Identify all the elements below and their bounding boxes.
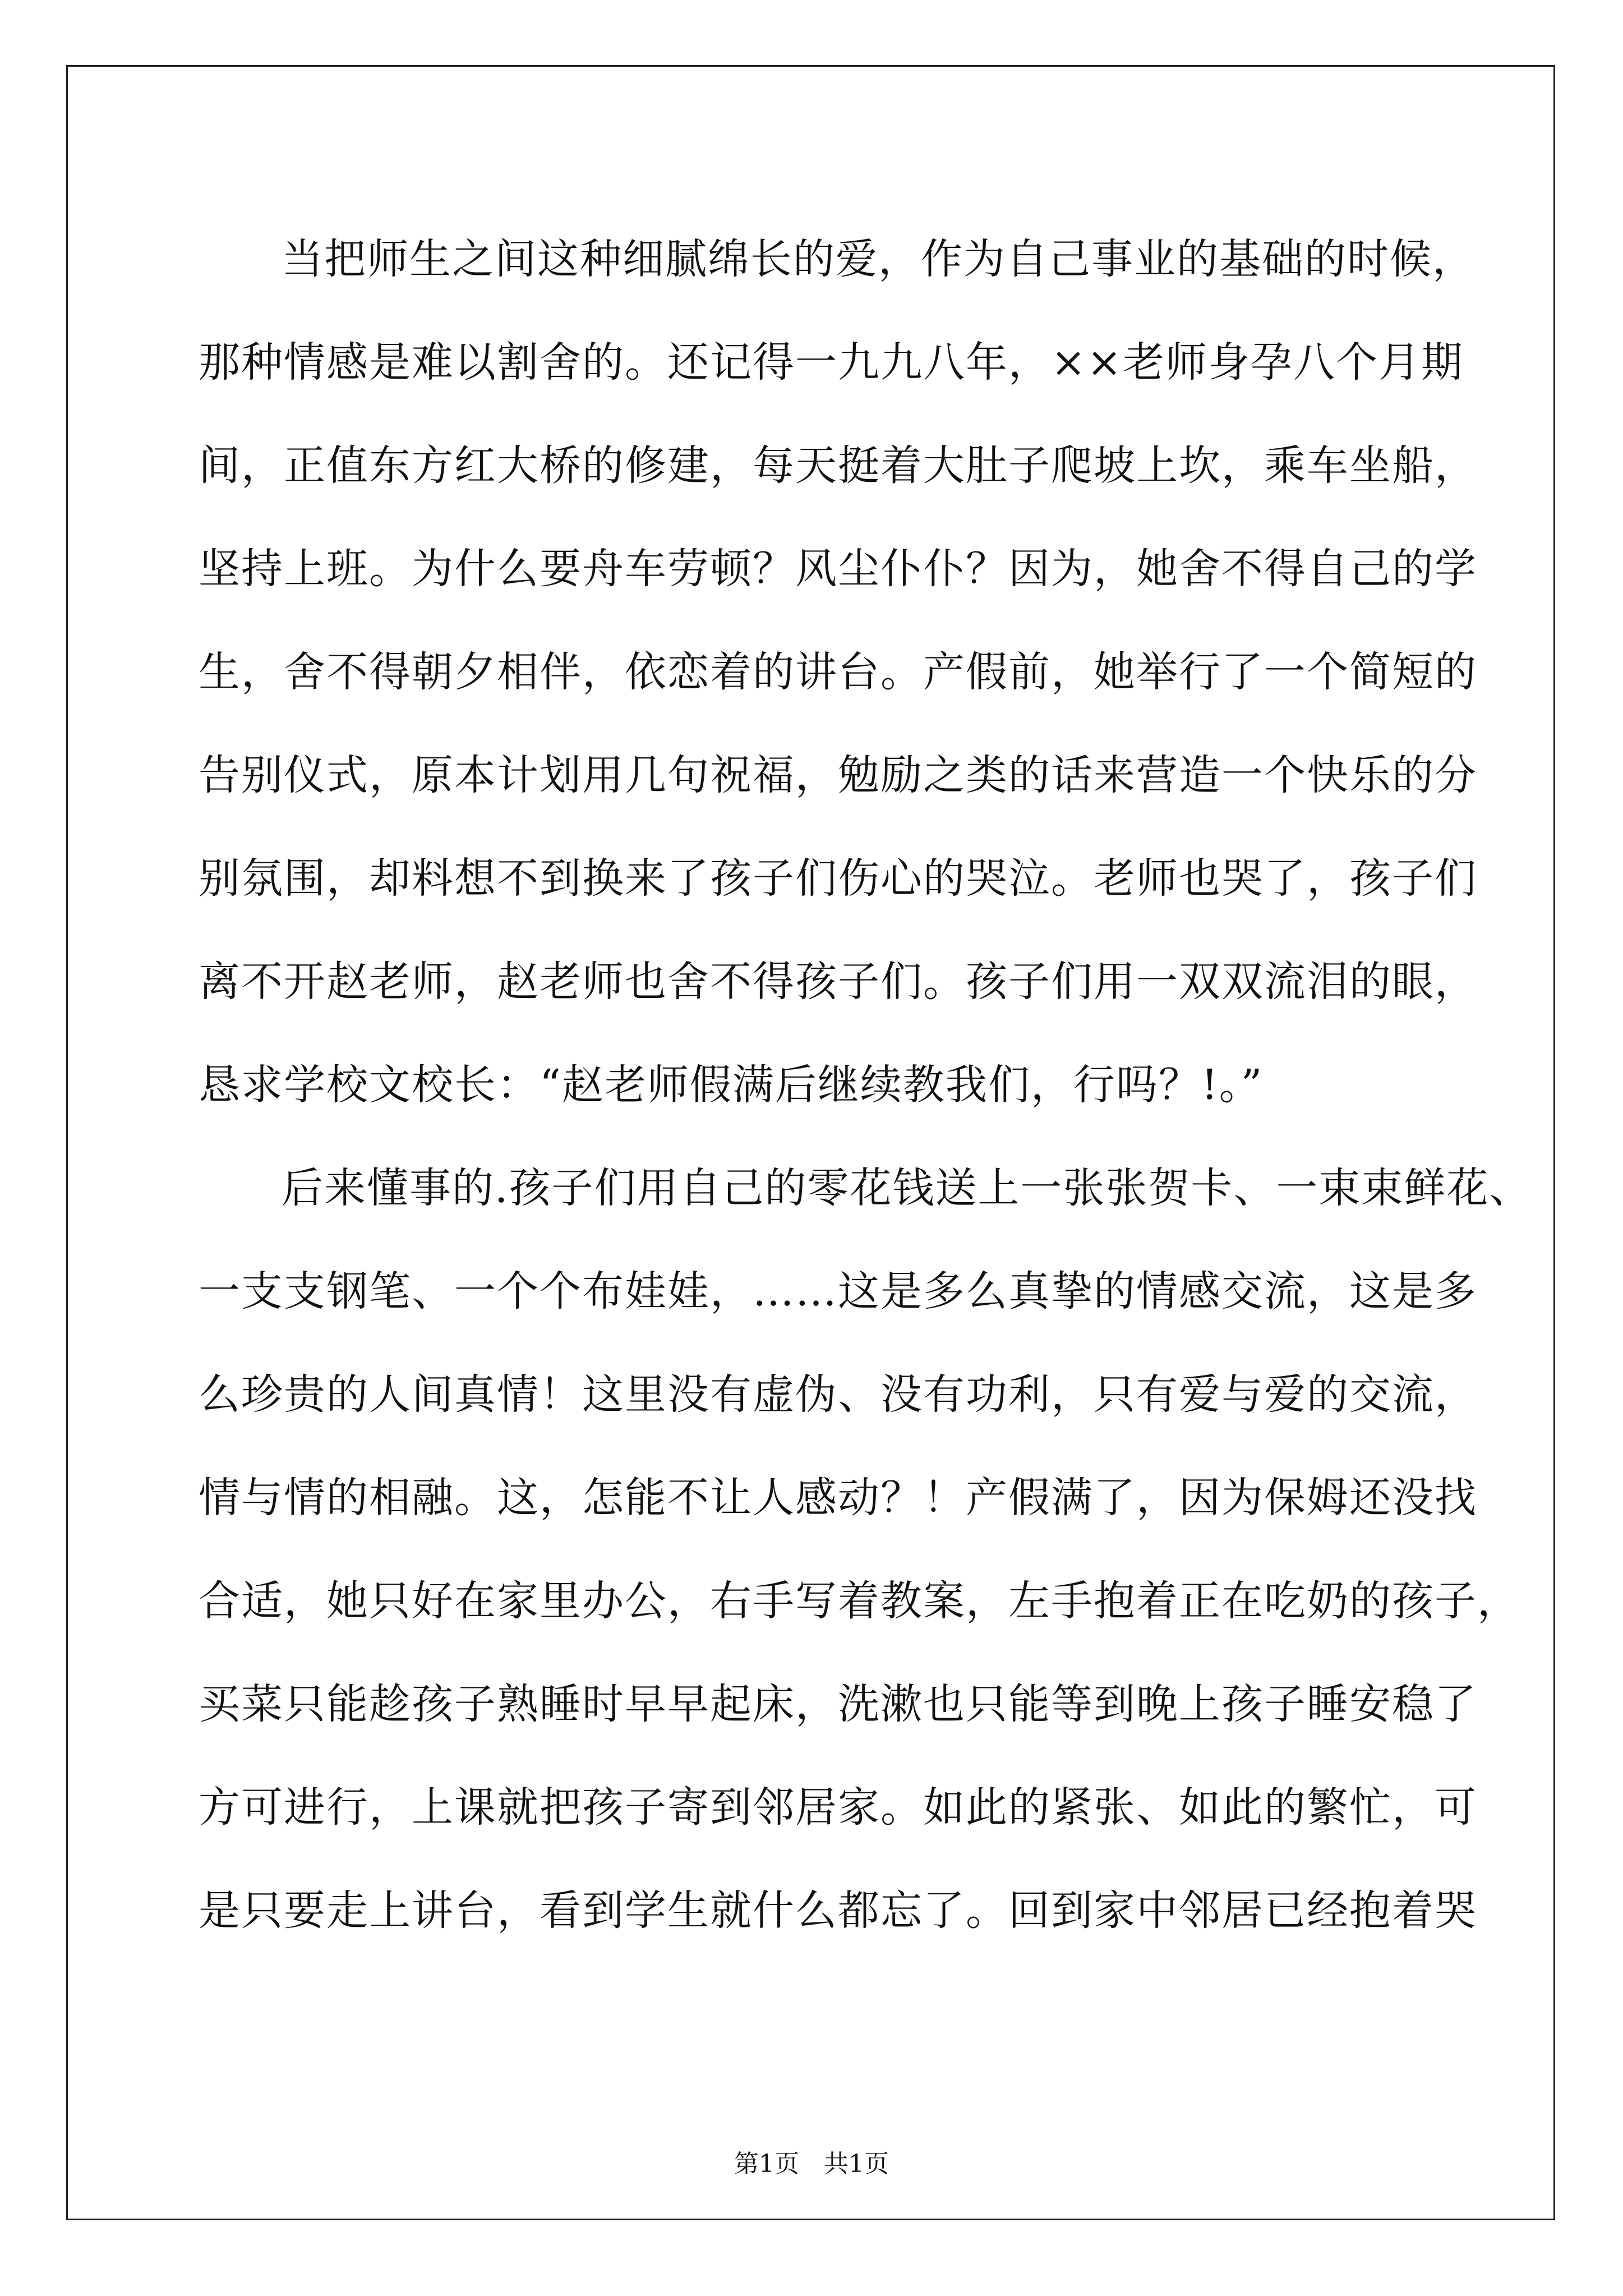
paragraph-2-line-3: 么珍贵的人间真情！这里没有虚伪、没有功利，只有爱与爱的交流， — [199, 1370, 1477, 1419]
paragraph-1-line-3: 间，正值东方红大桥的修建，每天挺着大肚子爬坡上坎，乘车坐船， — [199, 441, 1477, 490]
paragraph-1-line-9: 恳求学校文校长：“赵老师假满后继续教我们，行吗？!。” — [199, 1061, 1264, 1109]
paragraph-2-line-2: 一支支钢笔、一个个布娃娃，……这是多么真挚的情感交流，这是多 — [199, 1267, 1477, 1315]
paragraph-1-line-6: 告别仪式，原本计划用几句祝福，勉励之类的话来营造一个快乐的分 — [199, 751, 1477, 799]
document-body — [199, 208, 1532, 1962]
paragraph-1-line-2: 那种情感是难以割舍的。还记得一九九八年，××老师身孕八个月期 — [199, 338, 1464, 386]
paragraph-2-line-8: 是只要走上讲台，看到学生就什么都忘了。回到家中邻居已经抱着哭 — [199, 1887, 1477, 1935]
paragraph-1-line-7: 别氛围，却料想不到换来了孩子们伤心的哭泣。老师也哭了，孩子们 — [199, 854, 1477, 903]
paragraph-1-line-5: 生，舍不得朝夕相伴，依恋着的讲台。产假前，她举行了一个简短的 — [199, 648, 1477, 696]
paragraph-2-line-4: 情与情的相融。这，怎能不让人感动？！产假满了，因为保姆还没找 — [199, 1474, 1477, 1522]
paragraph-1-line-4: 坚持上班。为什么要舟车劳顿？风尘仆仆？因为，她舍不得自己的学 — [199, 545, 1477, 593]
paragraph-1-line-1: 当把师生之间这种细腻绵长的爱，作为自己事业的基础的时候， — [282, 235, 1475, 283]
paragraph-2-line-5: 合适，她只好在家里办公，右手写着教案，左手抱着正在吃奶的孩子， — [199, 1577, 1520, 1625]
paragraph-2-line-6: 买菜只能趁孩子熟睡时早早起床，洗漱也只能等到晚上孩子睡安稳了 — [199, 1680, 1477, 1728]
paragraph-1-line-8: 离不开赵老师，赵老师也舍不得孩子们。孩子们用一双双流泪的眼， — [199, 958, 1477, 1006]
page-number-footer: 第1页 共1页 — [734, 2150, 889, 2178]
paragraph-2-line-1: 后来懂事的.孩子们用自己的零花钱送上一张张贺卡、一束束鲜花、 — [282, 1164, 1532, 1212]
paragraph-2-line-7: 方可进行，上课就把孩子寄到邻居家。如此的紧张、如此的繁忙，可 — [199, 1783, 1477, 1832]
